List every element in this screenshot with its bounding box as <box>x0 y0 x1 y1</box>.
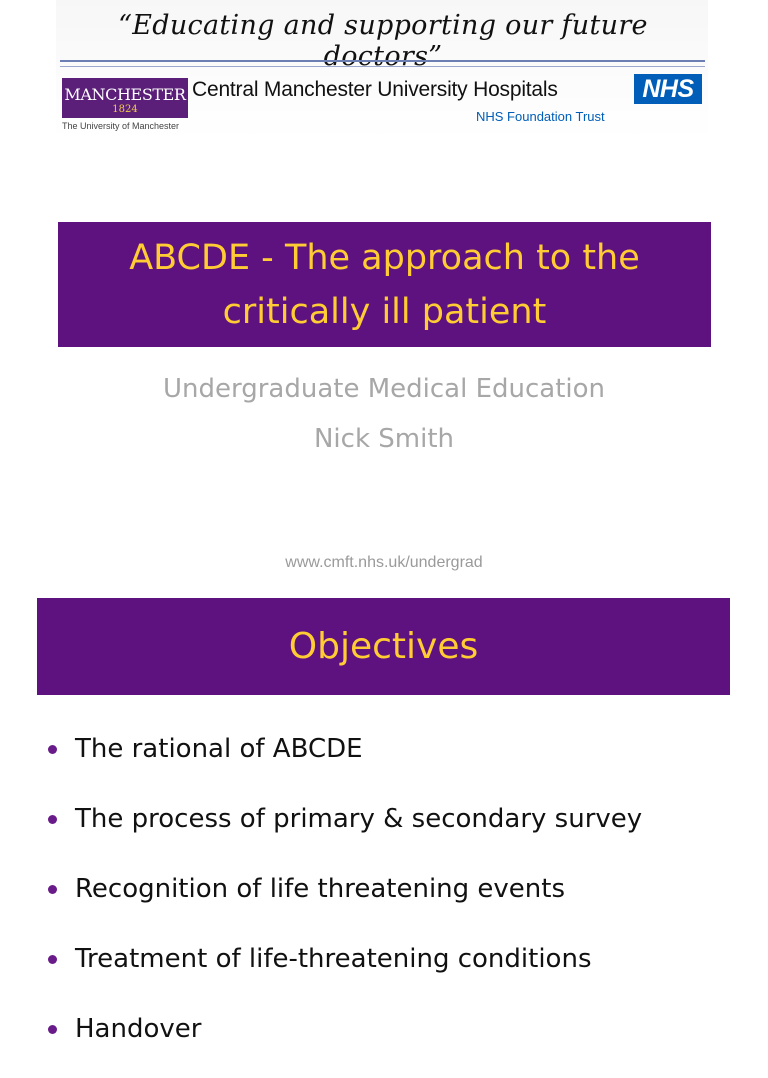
trust-name: NHS Foundation Trust <box>476 109 605 124</box>
objectives-banner <box>37 598 730 695</box>
tagline: “Educating and supporting our future doctors” <box>118 10 648 72</box>
university-logo-name: MANCHESTER <box>64 85 186 104</box>
objectives-list <box>48 728 642 1078</box>
list-item-text: Treatment of life-threatening conditions <box>75 944 592 974</box>
bullet-icon <box>48 955 57 964</box>
subtitle-department: Undergraduate Medical Education <box>162 374 606 404</box>
list-item <box>48 1008 642 1078</box>
university-caption: The University of Manchester <box>62 121 180 131</box>
nhs-logo: NHS <box>634 74 702 104</box>
bullet-icon <box>48 1025 57 1034</box>
bullet-icon <box>48 745 57 754</box>
list-item-text: The rational of ABCDE <box>75 734 363 764</box>
list-item-text: Handover <box>75 1014 202 1044</box>
list-item <box>48 938 642 1008</box>
bullet-icon <box>48 885 57 894</box>
university-logo-year: 1824 <box>112 104 138 115</box>
list-item <box>48 868 642 938</box>
objectives-heading: Objectives <box>288 626 479 667</box>
list-item <box>48 728 642 798</box>
list-item-text: Recognition of life threatening events <box>75 874 566 904</box>
hospital-name: Central Manchester University Hospitals <box>192 78 558 101</box>
website-url: www.cmft.nhs.uk/undergrad <box>285 554 483 571</box>
bullet-icon <box>48 815 57 824</box>
list-item-text: The process of primary & secondary survey <box>75 804 643 834</box>
list-item <box>48 798 642 868</box>
subtitle-author: Nick Smith <box>313 424 455 454</box>
slide-title: ABCDE - The approach to the critically ill patient <box>129 237 640 332</box>
